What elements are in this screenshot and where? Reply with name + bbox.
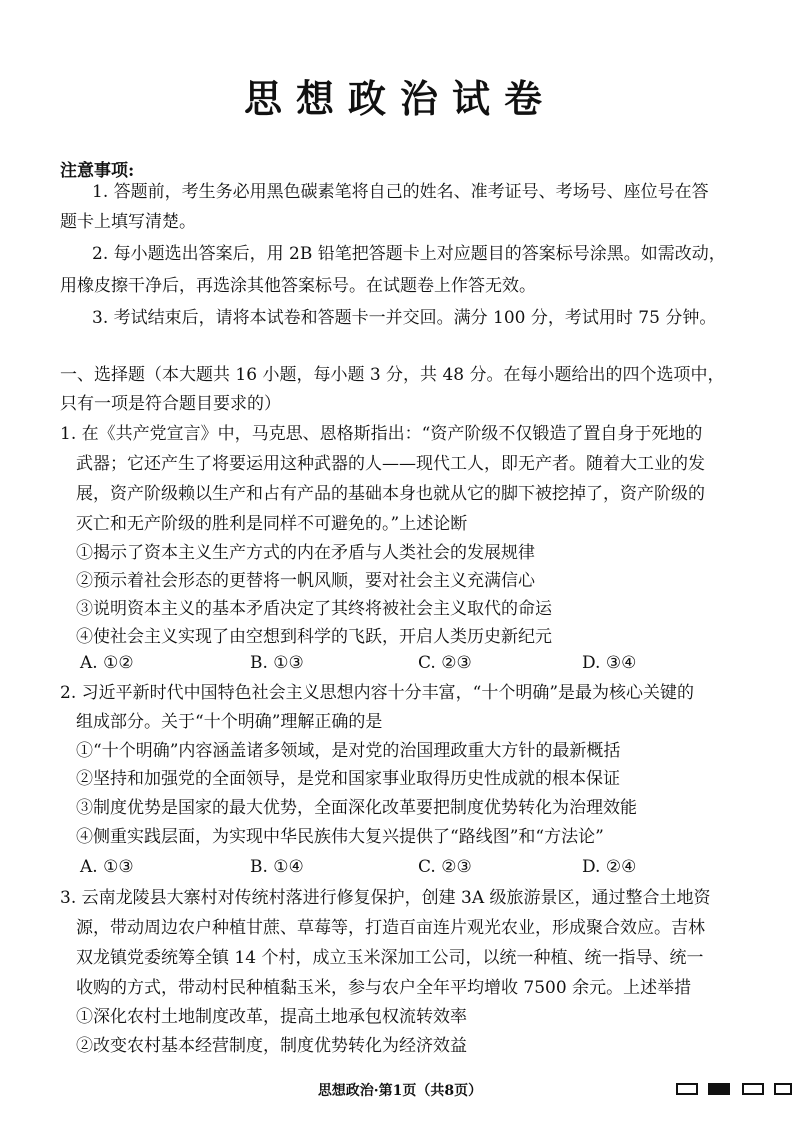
section-heading: 只有一项是符合题目要求的） — [60, 394, 281, 414]
question-2-stem: 组成部分。关于“十个明确”理解正确的是 — [76, 712, 383, 732]
question-3-statement: ②改变农村基本经营制度，制度优势转化为经济效益 — [76, 1036, 467, 1056]
question-3-statement: ①深化农村土地制度改革，提高土地承包权流转效率 — [76, 1007, 467, 1027]
page-footer: 思想政治·第1页（共8页） — [317, 1083, 483, 1099]
notice-line: 3. 考试结束后，请将本试卷和答题卡一并交回。满分 100 分，考试用时 75 分钟。 — [92, 308, 717, 328]
registration-mark-filled — [708, 1083, 730, 1095]
question-1-statement: ①揭示了资本主义生产方式的内在矛盾与人类社会的发展规律 — [76, 543, 535, 563]
question-3-stem: 3. 云南龙陵县大寨村对传统村落进行修复保护，创建 3A 级旅游景区，通过整合土地资 — [60, 888, 711, 908]
question-1-stem: 灭亡和无产阶级的胜利是同样不可避免的。”上述论断 — [76, 514, 468, 534]
question-3-stem: 源，带动周边农户种植甘蔗、草莓等，打造百亩连片观光农业，形成聚合效应。吉林 — [76, 918, 705, 938]
notice-line: 1. 答题前，考生务必用黑色碳素笔将自己的姓名、准考证号、考场号、座位号在答 — [92, 182, 709, 202]
question-1-option: A. ①② — [80, 653, 134, 673]
question-3-stem: 收购的方式，带动村民种植黏玉米，参与农户全年平均增收 7500 余元。上述举措 — [76, 978, 692, 998]
question-1-stem: 1. 在《共产党宣言》中，马克思、恩格斯指出：“资产阶级不仅锻造了置自身于死地的 — [60, 424, 703, 444]
question-1-stem: 武器；它还产生了将要运用这种武器的人——现代工人，即无产者。随着大工业的发 — [76, 454, 705, 474]
registration-mark — [676, 1083, 698, 1095]
question-2-statement: ②坚持和加强党的全面领导，是党和国家事业取得历史性成就的根本保证 — [76, 769, 620, 789]
question-2-option: C. ②③ — [418, 857, 472, 877]
question-1-statement: ②预示着社会形态的更替将一帆风顺，要对社会主义充满信心 — [76, 571, 535, 591]
section-heading: 一、选择题（本大题共 16 小题，每小题 3 分，共 48 分。在每小题给出的四个选项中， — [60, 365, 725, 385]
registration-mark — [742, 1083, 764, 1095]
question-2-statement: ③制度优势是国家的最大优势，全面深化改革要把制度优势转化为治理效能 — [76, 798, 637, 818]
registration-mark — [774, 1083, 792, 1095]
question-3-stem: 双龙镇党委统筹全镇 14 个村，成立玉米深加工公司，以统一种植、统一指导、统一 — [76, 948, 704, 968]
question-1-option: C. ②③ — [418, 653, 472, 673]
question-2-statement: ④侧重实践层面，为实现中华民族伟大复兴提供了“路线图”和“方法论” — [76, 827, 604, 847]
question-2-statement: ①“十个明确”内容涵盖诸多领域，是对党的治国理政重大方针的最新概括 — [76, 741, 621, 761]
question-1-option: D. ③④ — [582, 653, 637, 673]
notice-line: 2. 每小题选出答案后，用 2B 铅笔把答题卡上对应题目的答案标号涂黑。如需改动， — [92, 244, 726, 264]
notice-line: 题卡上填写清楚。 — [60, 212, 196, 232]
question-1-stem: 展，资产阶级赖以生产和占有产品的基础本身也就从它的脚下被挖掉了，资产阶级的 — [76, 484, 705, 504]
question-1-statement: ④使社会主义实现了由空想到科学的飞跃，开启人类历史新纪元 — [76, 627, 552, 647]
question-1-option: B. ①③ — [250, 653, 304, 673]
notice-line: 用橡皮擦干净后，再选涂其他答案标号。在试题卷上作答无效。 — [60, 276, 536, 296]
notice-heading: 注意事项: — [60, 161, 135, 181]
page-title: 思想政治试卷 — [243, 76, 556, 121]
question-2-stem: 2. 习近平新时代中国特色社会主义思想内容十分丰富，“十个明确”是最为核心关键的 — [60, 683, 695, 703]
question-2-option: A. ①③ — [80, 857, 134, 877]
question-2-option: B. ①④ — [250, 857, 304, 877]
question-1-statement: ③说明资本主义的基本矛盾决定了其终将被社会主义取代的命运 — [76, 599, 552, 619]
question-2-option: D. ②④ — [582, 857, 637, 877]
